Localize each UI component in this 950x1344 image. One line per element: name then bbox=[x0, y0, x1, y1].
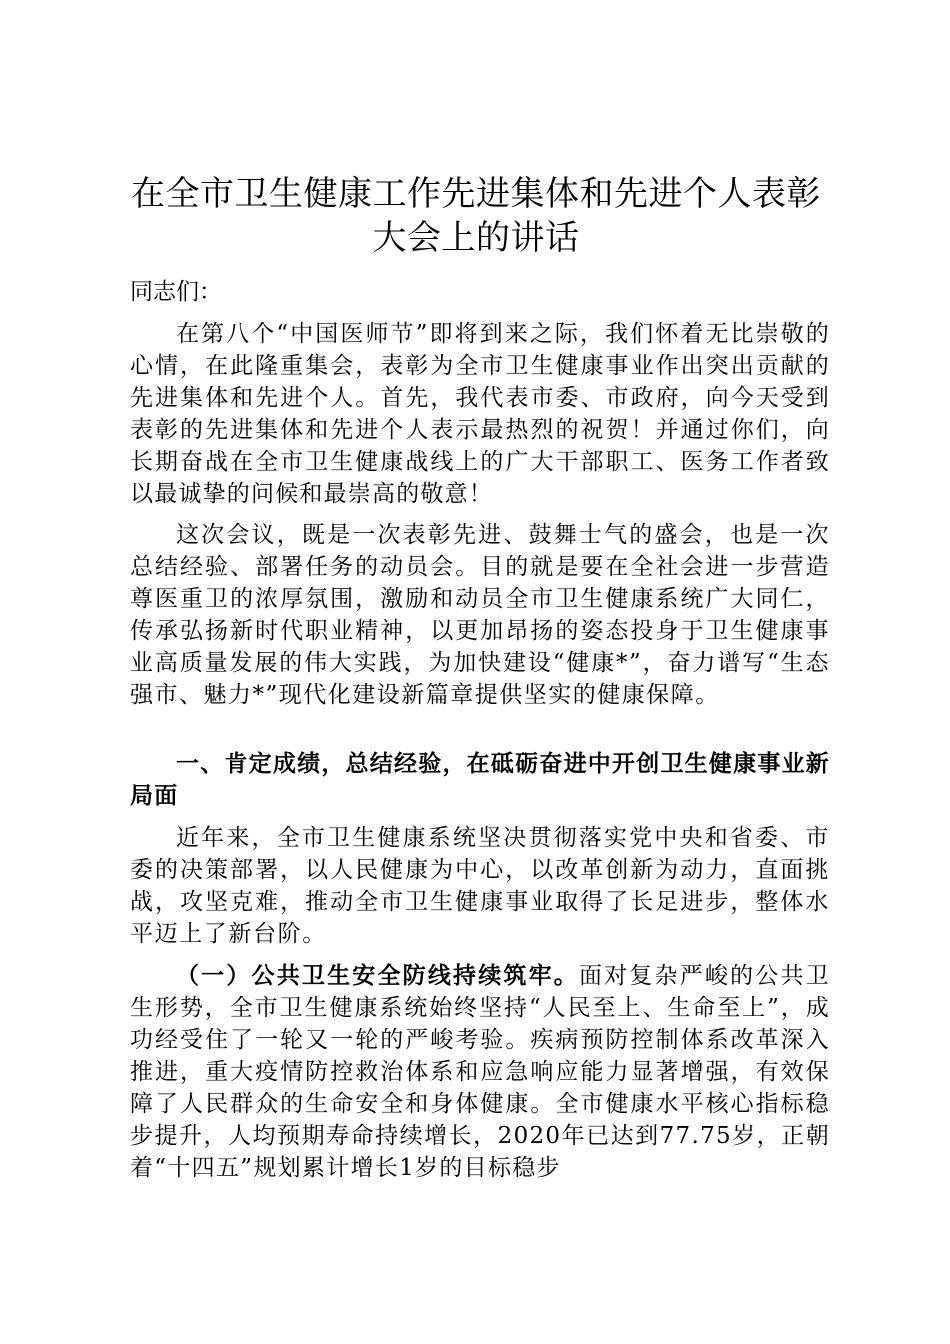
paragraph-section-intro: 近年来，全市卫生健康系统坚决贯彻落实党中央和省委、市委的决策部署，以人民健康为中心，以改革创新为动力，直面挑战，攻坚克难，推动全市卫生健康事业取得了长足进步，整体水平迈上了新台阶。 bbox=[130, 825, 830, 947]
paragraph-purpose: 这次会议，既是一次表彰先进、鼓舞士气的盛会，也是一次总结经验、部署任务的动员会。目的就是要在全社会进一步营造尊医重卫的浓厚氛围，激励和动员全市卫生健康系统广大同仁，传承弘扬新时代职业精神，以更加昂扬的姿态投身于卫生健康事业高质量发展的伟大实践，为加快建设“健康*”，奋力谱写“生态强市、魅力*”现代化建设新篇章提供坚实的健康保障。 bbox=[130, 522, 830, 708]
subsection-lead: （一）公共卫生安全防线持续筑牢。 bbox=[176, 962, 579, 989]
subsection-text: 面对复杂严峻的公共卫生形势，全市卫生健康系统始终坚持“人民至上、生命至上”，成功经受住了一轮又一轮的严峻考验。疾病预防控制体系改革深入推进，重大疫情防控救治体系和应急响应能力显著增强，有效保障了人民群众的生命安全和身体健康。全市健康水平核心指标稳步提升，人均预期寿命持续增长，2020年已达到77.75岁，正朝着“十四五”规划累计增长1岁的目标稳步 bbox=[130, 963, 830, 1181]
paragraph-subsection bbox=[130, 960, 830, 1184]
section-heading: 一、肯定成绩，总结经验，在砥砺奋进中开创卫生健康事业新局面 bbox=[130, 750, 830, 809]
paragraph-opening: 在第八个“中国医师节”即将到来之际，我们怀着无比崇敬的心情，在此隆重集会，表彰为全市卫生健康事业作出突出贡献的先进集体和先进个人。首先，我代表市委、市政府，向今天受到表彰的先进集体和先进个人表示最热烈的祝贺！并通过你们，向长期奋战在全市卫生健康战线上的广大干部职工、医务工作者致以最诚挚的问候和最崇高的敬意！ bbox=[130, 321, 830, 507]
salutation: 同志们： bbox=[130, 279, 222, 305]
document-title: 在全市卫生健康工作先进集体和先进个人表彰大会上的讲话 bbox=[131, 174, 821, 258]
